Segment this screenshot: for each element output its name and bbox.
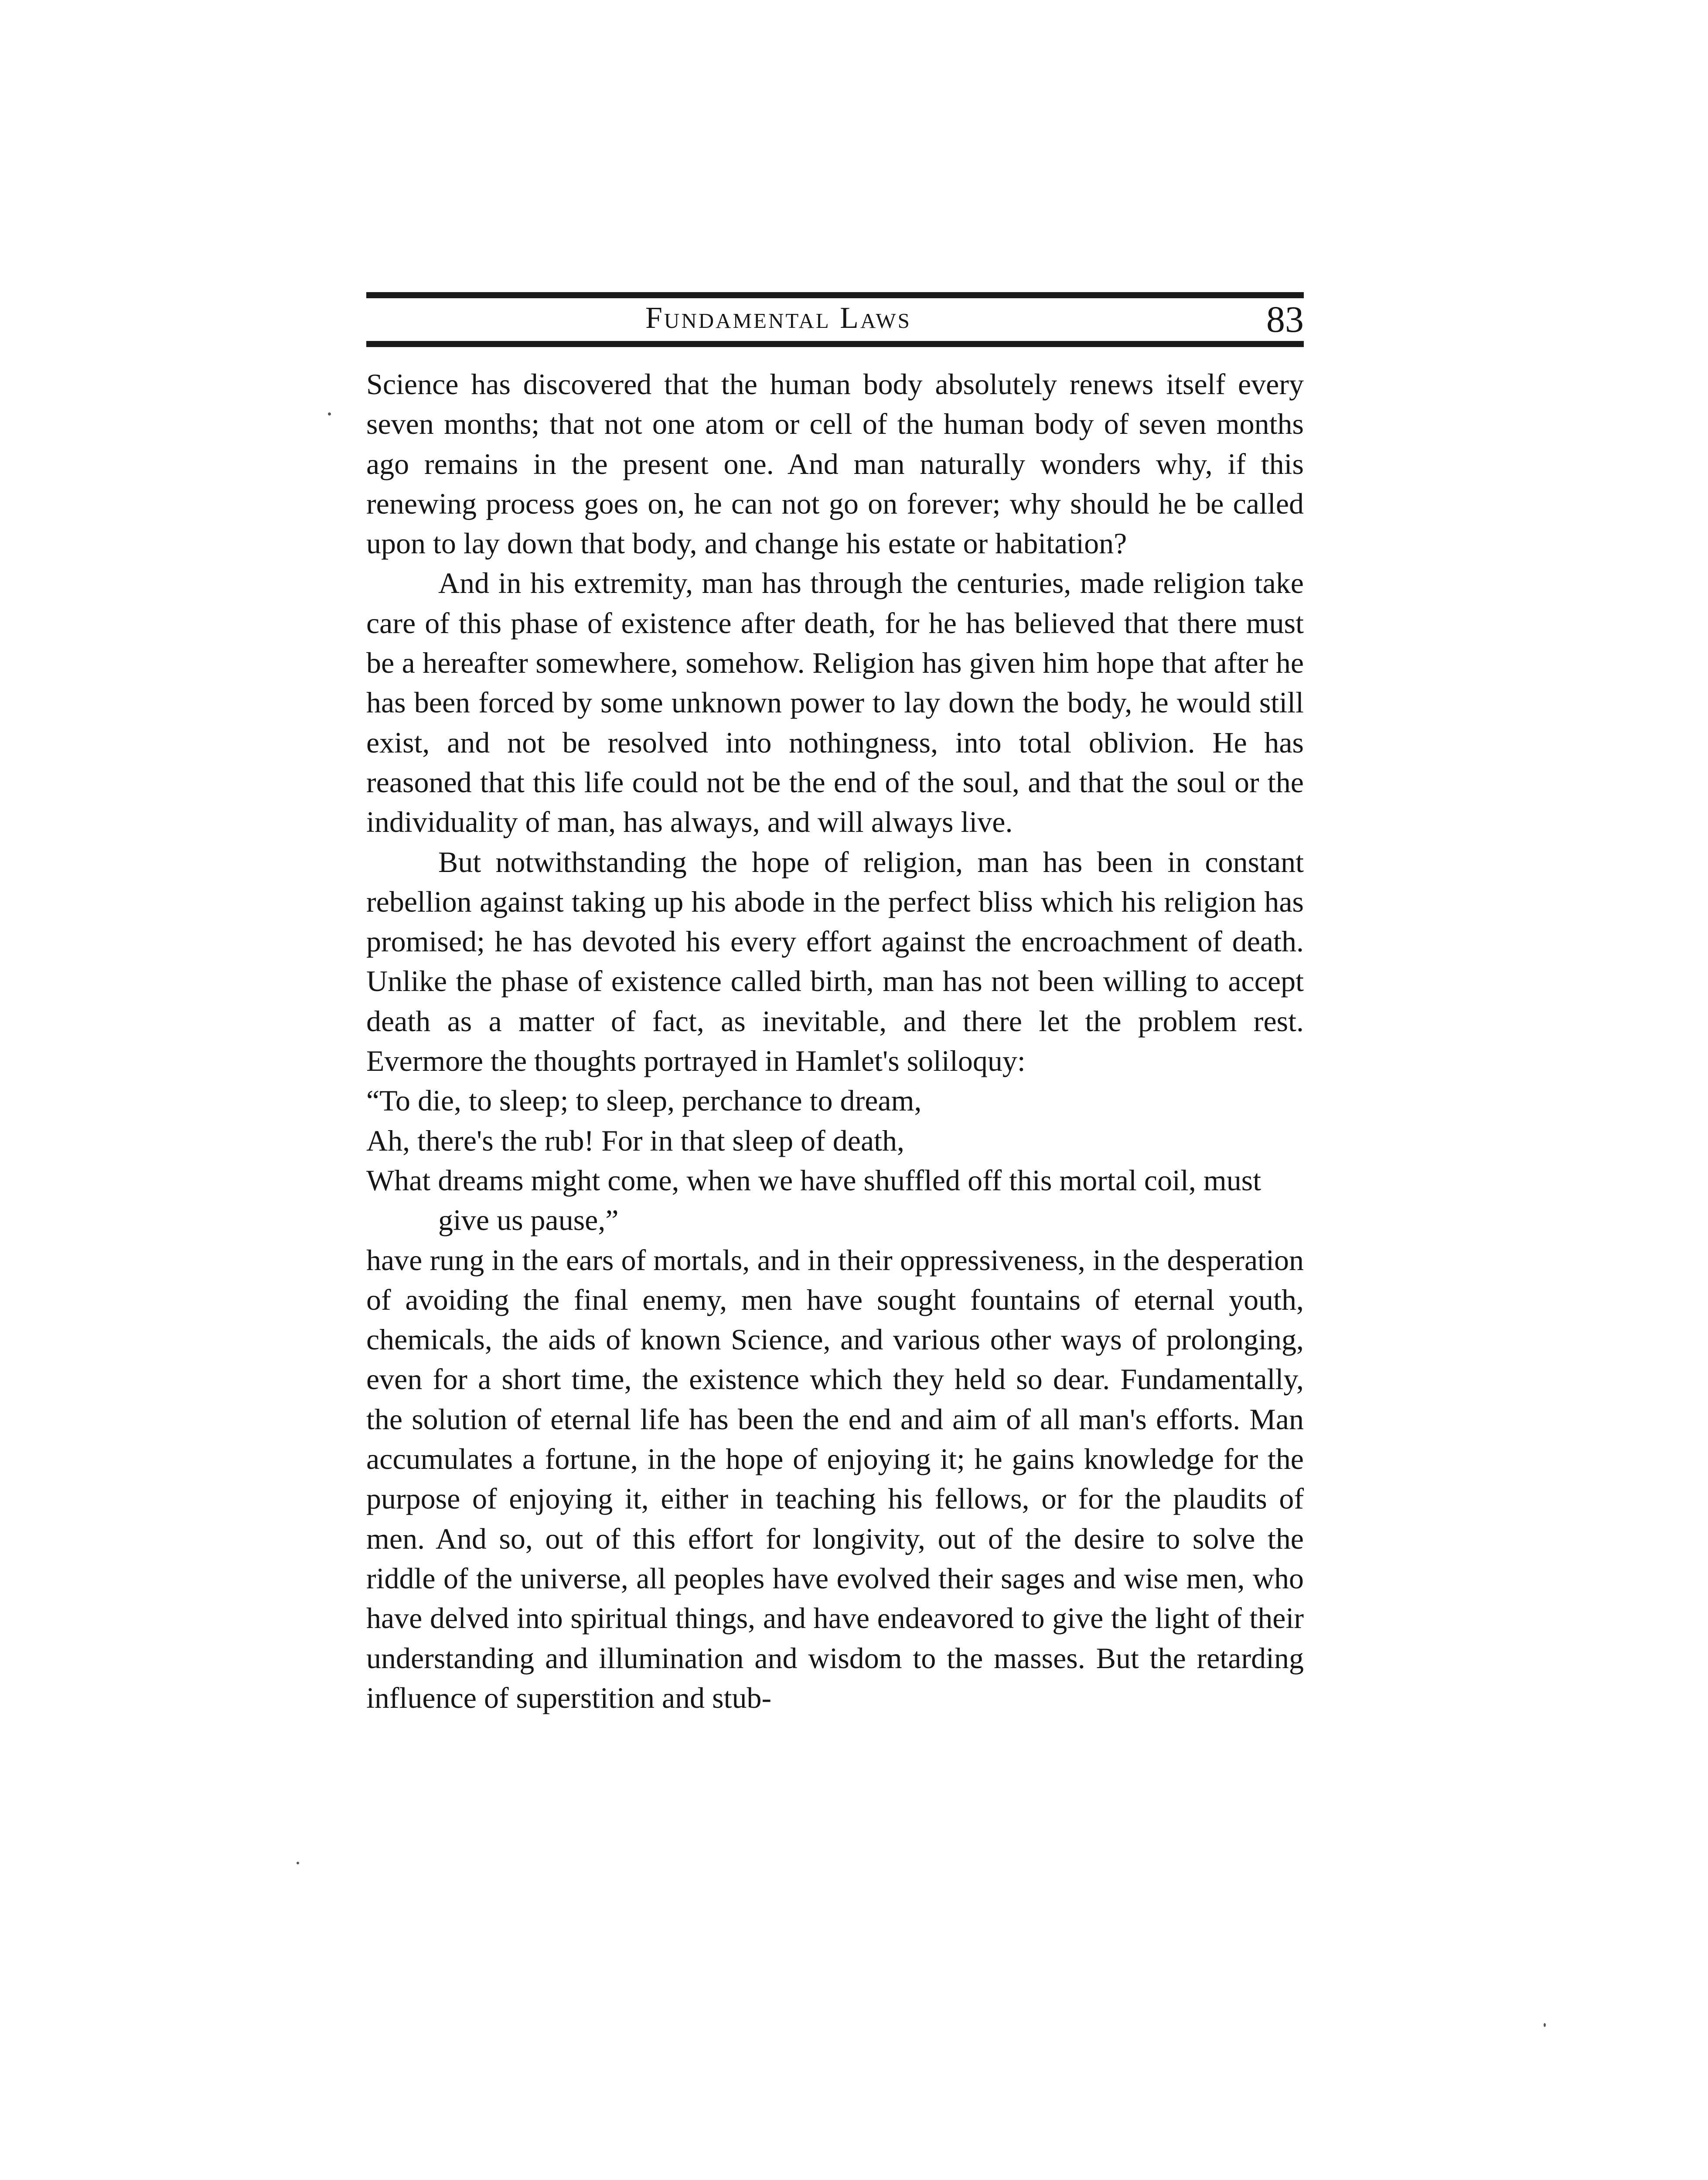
- page-number: 83: [1266, 298, 1304, 340]
- body-text: [366, 364, 1304, 1718]
- paper-speck: [328, 412, 331, 416]
- header-rule-bottom: [366, 341, 1304, 347]
- running-head: Fundamental Laws: [645, 301, 911, 335]
- quote-line-2: Ah, there's the rub! For in that sleep of death,: [366, 1124, 905, 1157]
- quote-line-1: “To die, to sleep; to sleep, perchance to dream,: [366, 1084, 922, 1117]
- paper-speck: [1544, 2023, 1546, 2027]
- paragraph-1: Science has discovered that the human body absolutely renews itself every seven months; that not one atom or cell of the human body of seven months ago remains in the present one. And man naturally wonders why, if this renewing process goes on, he can not go on forever; why should he be called upon to lay down that body, and change his estate or habitation?: [366, 368, 1304, 560]
- paragraph-3: But notwithstanding the hope of religion, man has been in constant rebellion against taking up his abode in the perfect bliss which his religion has promised; he has devoted his every effort against the encroachment of death. Unlike the phase of existence called birth, man has not been willing to accept death as a matter of fact, as inevitable, and there let the problem rest. Evermore the thoughts portrayed in Hamlet's soliloquy:: [366, 845, 1304, 1078]
- paragraph-4: have rung in the ears of mortals, and in their oppressiveness, in the desperation of avoiding the final enemy, men have sought fountains of eternal youth, chemicals, the aids of known Science, and various other ways of prolonging, even for a short time, the existence which they held so dear. Fundamentally, the solution of eternal life has been the end and aim of all man's efforts. Man accumulates a fortune, in the hope of enjoying it; he gains knowledge for the purpose of enjoying it, either in teaching his fellows, or for the plaudits of men. And so, out of this effort for longivity, out of the desire to solve the riddle of the universe, all peoples have evolved their sages and wise men, who have delved into spiritual things, and have endeavored to give the light of their understanding and illumination and wisdom to the masses. But the retarding influence of superstition and stub-: [366, 1243, 1304, 1714]
- page-header: [366, 292, 1304, 358]
- paragraph-2: And in his extremity, man has through the centuries, made religion take care of this phase of existence after death, for he has believed that there must be a hereafter somewhere, somehow. Religion has given him hope that after he has been forced by some unknown power to lay down the body, he would still exist, and not be resolved into nothingness, into total oblivion. He has reasoned that this life could not be the end of the soul, and that the soul or the individuality of man, has always, and will always live.: [366, 566, 1304, 839]
- paper-speck: [297, 1862, 299, 1864]
- quote-line-3: What dreams might come, when we have shuffled off this mortal coil, must give us pause,”: [366, 1163, 1261, 1237]
